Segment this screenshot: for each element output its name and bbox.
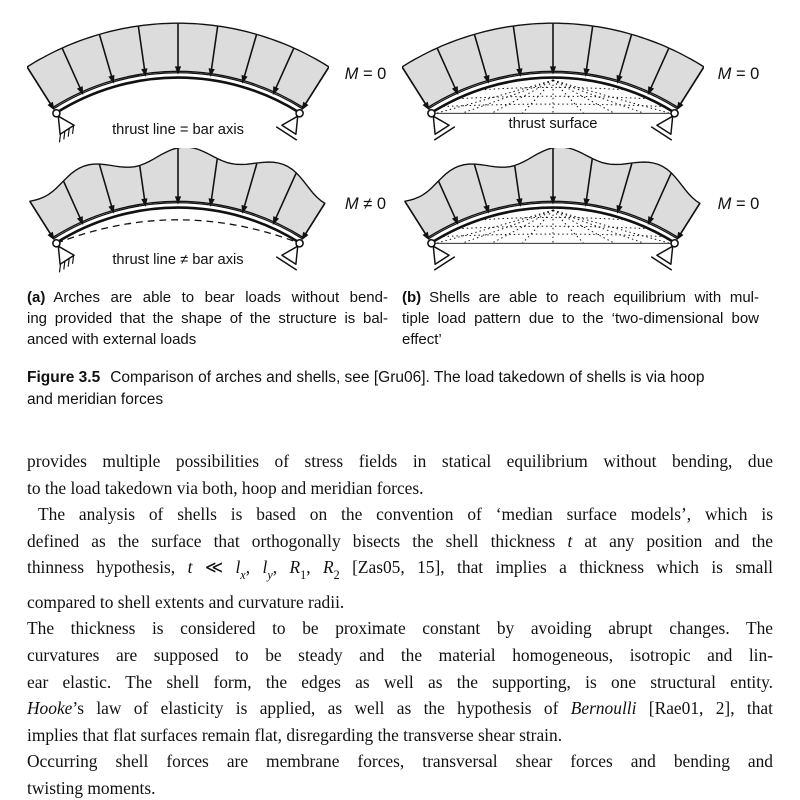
subcaption-line: (a) Arches are able to bear loads without bend- [27,289,388,306]
subcaption-b [402,287,773,350]
arch-uniform-diagram [27,18,329,148]
sub-captions [27,287,773,350]
meridian-line [553,80,583,113]
subcaption-line: (b) Shells are able to reach equilibrium with mul- [402,289,759,306]
meridian-line [492,80,553,113]
body-line: to the load takedown via both, hoop and meridian forces. [27,477,424,498]
figure-caption-line: Figure 3.5 Comparison of arches and shells, see [Gru06]. The load takedown of shells is via hoop [27,369,705,386]
shell-irregular-diagram [402,148,704,278]
panel-arch-irregular [27,148,402,278]
panel-shell-irregular [402,148,773,278]
meridian-line [553,210,583,243]
hoop-line [443,234,663,236]
meridian-line [523,210,553,243]
subcaption-line: anced with external loads [27,331,197,348]
body-line: compared to shell extents and curvature radii. [27,591,345,612]
subcaption-line: effect’ [402,331,442,348]
meridian-line [553,80,614,113]
figure-3-5 [27,18,773,278]
hoop-line [443,104,663,106]
body-line: twisting moments. [27,777,156,798]
arch-irregular-diagram [27,148,329,278]
meridian-line [523,80,553,113]
meridian-line [492,210,553,243]
subcaption-line: tiple load pattern due to the ‘two-dimensional bow [402,310,759,327]
body-line: Hooke’s law of elasticity is applied, as well as the hypothesis of Bernoulli [Rae01, 2], that [27,698,773,719]
panel-shell-uniform [402,18,773,148]
subcaption-line: ing provided that the shape of the structure is bal- [27,310,388,327]
body-line: Occurring shell forces are membrane forces, transversal shear forces and bending and [27,751,773,772]
meridian-line [553,210,614,243]
shell-uniform-diagram [402,18,704,148]
diagram-label: thrust line ≠ bar axis [112,251,244,268]
diagram-label: thrust surface [508,116,598,133]
figure-caption [27,367,773,411]
moment-label: M ≠ 0 [344,194,387,213]
body-line: thinness hypothesis, t ≪ $l_x$, $l_y$, $R_1$, $R_2$ [Zas05, 15], that implies a thickness which is small [27,557,774,583]
body-line: defined as the surface that orthogonally bisects the shell thickness t at any position and the [27,530,773,551]
moment-label: M = 0 [717,64,760,83]
moment-label: M = 0 [344,64,387,83]
body-line: ear elastic. The shell form, the edges as well as the supporting, is one structural entity. [27,671,773,692]
body-line: The analysis of shells is based on the convention of ‘median surface models’, which is [38,504,773,525]
figure-caption-line: and meridian forces [27,391,164,408]
body-line: implies that flat surfaces remain flat, disregarding the transverse shear strain. [27,724,563,745]
body-paragraphs [27,448,773,800]
panel-arch-uniform [27,18,402,148]
moment-label: M = 0 [717,194,760,213]
body-line: curvatures are supposed to be steady and the material homogeneous, isotropic and lin- [27,645,773,665]
body-line: provides multiple possibilities of stress fields in statical equilibrium without bending, due [27,451,773,471]
body-line: The thickness is considered to be proximate constant by avoiding abrupt changes. The [27,618,773,639]
diagram-label: thrust line = bar axis [112,121,244,138]
subcaption-a [27,287,402,350]
